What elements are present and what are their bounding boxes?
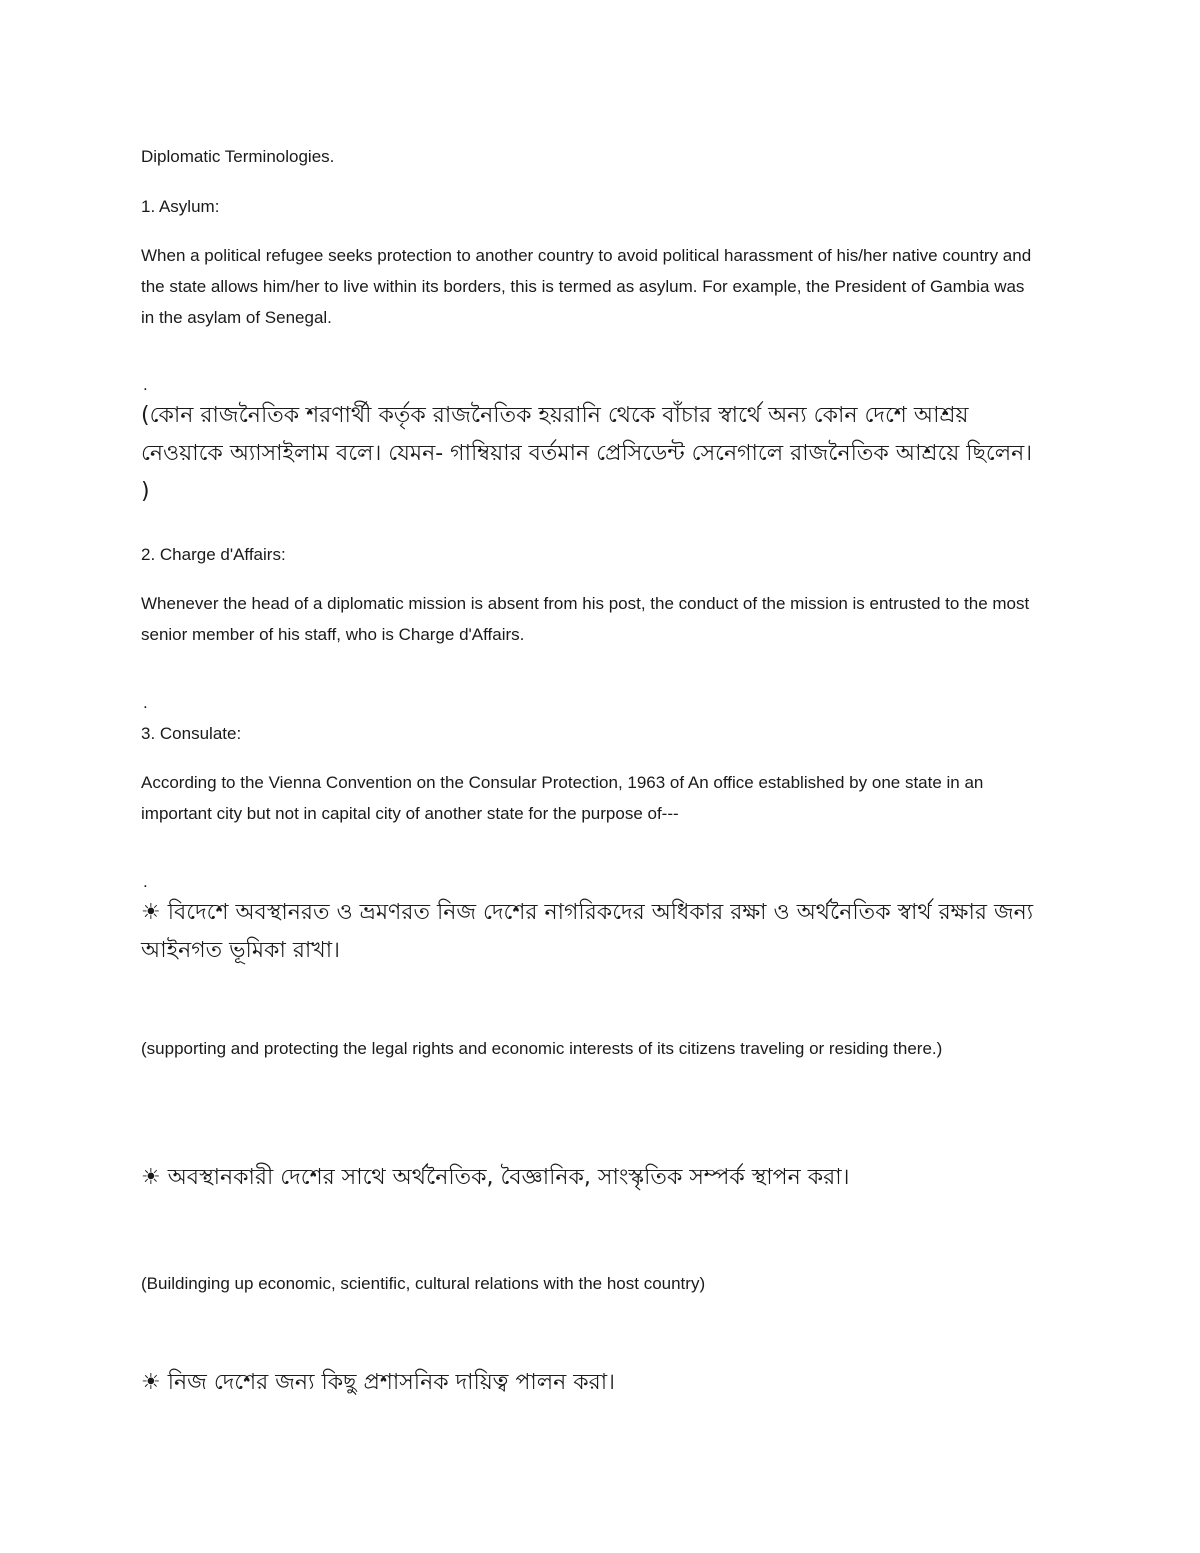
document-title: Diplomatic Terminologies. (141, 147, 335, 166)
asylum-definition: When a political refugee seeks protection to another country to avoid political harassment of his/her native country and the state allows him/her to live within its borders, this is termed as asylum. For example, the President of Gambia was in the asylam of Senegal. (141, 246, 1032, 327)
consulate-definition: According to the Vienna Convention on the Consular Protection, 1963 of An office established by one state in an important city but not in capital city of another state for the purpose of--- (141, 773, 984, 823)
charge-heading: 2. Charge d'Affairs: (141, 545, 286, 564)
charge-definition: Whenever the head of a diplomatic mission is absent from his post, the conduct of the mission is entrusted to the most senior member of his staff, who is Charge d'Affairs. (141, 594, 1030, 644)
consulate-separator: . (143, 872, 148, 891)
consulate-point-1-english: (supporting and protecting the legal rights and economic interests of its citizens traveling or residing there.) (141, 1039, 943, 1058)
consulate-point-2-english: (Buildinging up economic, scientific, cultural relations with the host country) (141, 1274, 706, 1293)
asylum-bangla-text: (কোন রাজনৈতিক শরণার্থী কর্তৃক রাজনৈতিক হয়রানি থেকে বাঁচার স্বার্থে অন্য কোন দেশে আশ্রয় নেওয়াকে অ্যাসাইলাম বলে। যেমন- গাম্বিয়ার বর্তমান প্রেসিডেন্ট সেনেগালে রাজনৈতিক আশ্রয়ে ছিলেন। ) (141, 403, 1033, 504)
asylum-separator: . (143, 375, 148, 394)
consulate-point-2-bangla: ☀ অবস্থানকারী দেশের সাথে অর্থনৈতিক, বৈজ্ঞানিক, সাংস্কৃতিক সম্পর্ক স্থাপন করা। (141, 1165, 850, 1190)
asylum-heading: 1. Asylum: (141, 197, 220, 216)
consulate-point-3-bangla: ☀ নিজ দেশের জন্য কিছু প্রশাসনিক দায়িত্ব পালন করা। (141, 1370, 616, 1395)
consulate-point-1-bangla: ☀ বিদেশে অবস্থানরত ও ভ্রমণরত নিজ দেশের নাগরিকদের অধিকার রক্ষা ও অর্থনৈতিক স্বার্থ রক্ষার জন্য আইনগত ভূমিকা রাখা। (141, 900, 1034, 963)
charge-separator: . (143, 693, 148, 712)
consulate-heading: 3. Consulate: (141, 724, 242, 743)
